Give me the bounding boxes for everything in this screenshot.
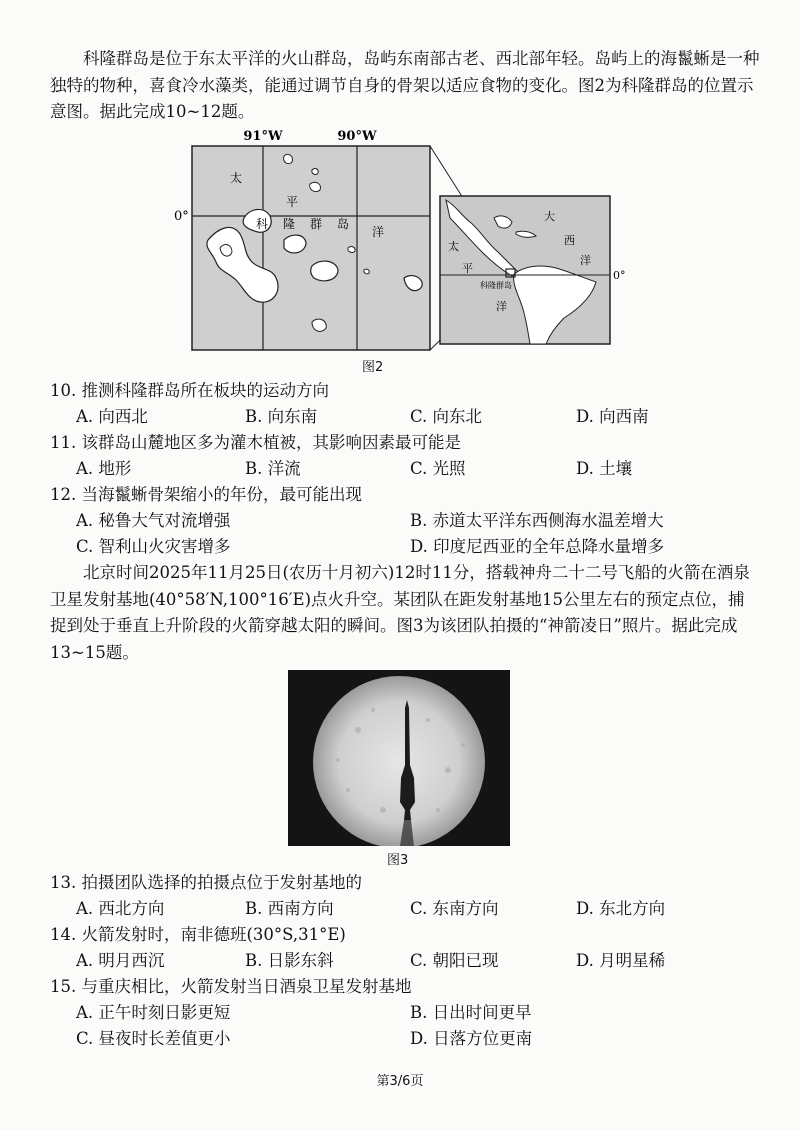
q10-option-c: C. 向东北 — [410, 407, 483, 426]
pinta-island — [284, 154, 293, 163]
intro-paragraph-13-15: 北京时间2025年11月25日(农历十月初六)12时11分，搭载神舟二十二号飞船的火箭在酒泉卫星发射基地(40°58′N,100°16′E)点火升空。某团队在距发射基地15公里左右的预定点位，捕捉到处于垂直上升阶段的火箭穿越太阳的瞬间。图3为该团队拍摄的“神箭凌日”照片。据此完成13~15题。 — [50, 563, 750, 662]
figure-2-caption: 图2 — [362, 360, 384, 375]
santiago-island — [284, 235, 306, 253]
question-11-stem: 11. 该群岛山麓地区多为灌木植被，其影响因素最可能是 — [50, 433, 461, 452]
q10-option-a: A. 向西北 — [76, 407, 148, 426]
figure-3-photo — [288, 670, 510, 846]
inset-label-yang2: 洋 — [496, 300, 507, 313]
figure-3-caption: 图3 — [387, 853, 409, 868]
genovesa-island — [312, 169, 318, 175]
q10-option-b: B. 向东南 — [245, 407, 318, 426]
label-ke: 科 — [256, 217, 269, 231]
question-12-stem: 12. 当海鬣蜥骨架缩小的年份，最可能出现 — [50, 485, 362, 504]
santa-cruz-island — [311, 261, 338, 281]
q11-option-d: D. 土壤 — [576, 459, 633, 478]
question-10-stem: 10. 推测科隆群岛所在板块的运动方向 — [50, 381, 329, 400]
inset-label-lat0: 0° — [613, 269, 626, 282]
q13-option-c: C. 东南方向 — [410, 899, 499, 918]
figure-2-map — [160, 122, 630, 354]
question-15-stem: 15. 与重庆相比，火箭发射当日酒泉卫星发射基地 — [50, 977, 412, 996]
page-number: 第3/6页 — [376, 1074, 424, 1089]
q13-option-d: D. 东北方向 — [576, 899, 666, 918]
intro-paragraph-10-12: 科隆群岛是位于东太平洋的火山群岛，岛屿东南部古老、西北部年轻。岛屿上的海鬣蜥是一种独特的物种，喜食冷水藻类，能通过调节自身的骨架以适应食物的变化。图2为科隆群岛的位置示意图。据此完成10~12题。 — [50, 49, 760, 121]
q14-option-d: D. 月明星稀 — [576, 951, 666, 970]
q15-option-a: A. 正午时刻日影更短 — [76, 1003, 231, 1022]
q11-option-c: C. 光照 — [410, 459, 466, 478]
q13-option-b: B. 西南方向 — [245, 899, 334, 918]
q15-option-d: D. 日落方位更南 — [410, 1029, 533, 1048]
question-14-stem: 14. 火箭发射时，南非德班(30°S,31°E) — [50, 925, 346, 944]
q11-option-b: B. 洋流 — [245, 459, 301, 478]
lon-91w-label: 91°W — [243, 129, 283, 144]
q14-option-c: C. 朝阳已现 — [410, 951, 499, 970]
label-long: 隆 — [283, 217, 296, 231]
q15-option-c: C. 昼夜时长差值更小 — [76, 1029, 231, 1048]
label-ping: 平 — [286, 195, 299, 209]
label-tai: 太 — [230, 171, 243, 185]
q14-option-a: A. 明月西沉 — [76, 951, 165, 970]
espanola-island — [364, 269, 369, 274]
label-yang: 洋 — [372, 225, 385, 239]
floreana-island — [312, 319, 326, 331]
question-13-stem: 13. 拍摄团队选择的拍摄点位于发射基地的 — [50, 873, 362, 892]
marchena-island — [310, 182, 321, 191]
inset-label-yang1: 洋 — [580, 254, 591, 267]
q10-option-d: D. 向西南 — [576, 407, 649, 426]
inset-label-ping: 平 — [462, 262, 473, 275]
inset-label-tai: 太 — [448, 240, 459, 253]
q12-option-a: A. 秘鲁大气对流增强 — [76, 511, 231, 530]
q13-option-a: A. 西北方向 — [76, 899, 165, 918]
lat-0-label: 0° — [174, 209, 189, 224]
inset-label-da: 大 — [544, 210, 555, 223]
q12-option-d: D. 印度尼西亚的全年总降水量增多 — [410, 537, 665, 556]
label-dao: 岛 — [337, 217, 350, 231]
label-qun: 群 — [310, 217, 323, 231]
q12-option-c: C. 智利山火灾害增多 — [76, 537, 231, 556]
lon-90w-label: 90°W — [337, 129, 377, 144]
q12-option-b: B. 赤道太平洋东西侧海水温差增大 — [410, 511, 664, 530]
q15-option-b: B. 日出时间更早 — [410, 1003, 532, 1022]
santa-fe-island — [348, 247, 355, 253]
inset-label-islands: 科隆群岛 — [480, 281, 512, 290]
q11-option-a: A. 地形 — [76, 459, 132, 478]
inset-label-xi: 西 — [564, 234, 575, 247]
q14-option-b: B. 日影东斜 — [245, 951, 334, 970]
